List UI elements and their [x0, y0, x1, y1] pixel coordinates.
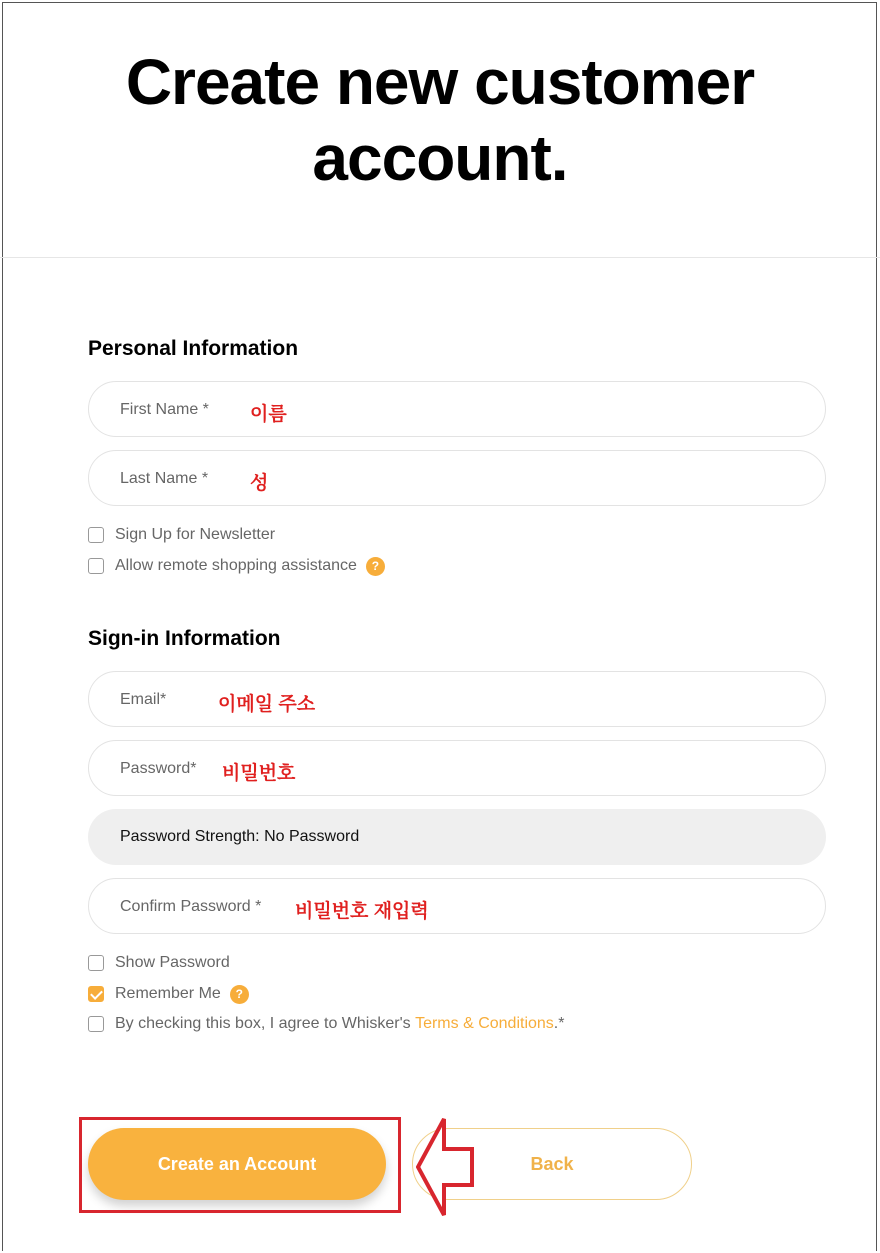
last-name-field[interactable] [88, 450, 826, 506]
email-annotation: 이메일 주소 [218, 694, 316, 715]
create-account-button[interactable]: Create an Account [88, 1128, 386, 1200]
terms-option[interactable] [88, 1014, 564, 1034]
highlight-annotation-box [79, 1117, 401, 1213]
back-button[interactable]: Back [412, 1128, 692, 1200]
password-annotation: 비밀번호 [222, 763, 296, 784]
first-name-annotation: 이름 [250, 404, 287, 425]
email-placeholder: Email* [120, 691, 167, 708]
newsletter-checkbox[interactable] [88, 527, 104, 543]
terms-link[interactable]: Terms & Conditions [415, 1015, 554, 1032]
left-arrow-annotation-icon [416, 1117, 474, 1217]
signin-info-heading: Sign-in Information [88, 627, 281, 650]
personal-info-heading: Personal Information [88, 337, 299, 360]
show-password-checkbox[interactable] [88, 955, 104, 971]
remember-me-label: Remember Me [115, 985, 221, 1002]
show-password-option[interactable] [88, 953, 230, 973]
remote-assist-label: Allow remote shopping assistance [115, 557, 357, 574]
confirm-password-annotation: 비밀번호 재입력 [295, 901, 429, 922]
remote-assist-checkbox[interactable] [88, 558, 104, 574]
password-strength-meter [88, 809, 826, 865]
page-title: Create new customer account. [125, 46, 755, 194]
remember-me-option[interactable] [88, 984, 249, 1004]
password-field[interactable] [88, 740, 826, 796]
confirm-password-field[interactable] [88, 878, 826, 934]
last-name-annotation: 성 [250, 473, 269, 494]
newsletter-label: Sign Up for Newsletter [115, 526, 276, 543]
question-circle-icon[interactable]: ? [230, 985, 249, 1004]
password-strength-text: Password Strength: No Password [120, 828, 360, 845]
newsletter-option[interactable] [88, 525, 275, 545]
show-password-label: Show Password [115, 954, 230, 971]
last-name-placeholder: Last Name * [120, 470, 209, 487]
remote-assist-option[interactable] [88, 556, 385, 576]
terms-checkbox[interactable] [88, 1016, 104, 1032]
terms-prefix: By checking this box, I agree to Whisker's [115, 1015, 416, 1032]
page-header [0, 0, 880, 258]
first-name-placeholder: First Name * [120, 401, 209, 418]
terms-suffix: .* [553, 1015, 565, 1032]
question-circle-icon[interactable]: ? [366, 557, 385, 576]
confirm-password-placeholder: Confirm Password * [120, 898, 262, 915]
email-field[interactable] [88, 671, 826, 727]
password-placeholder: Password* [120, 760, 197, 777]
remember-me-checkbox[interactable] [88, 986, 104, 1002]
first-name-field[interactable] [88, 381, 826, 437]
